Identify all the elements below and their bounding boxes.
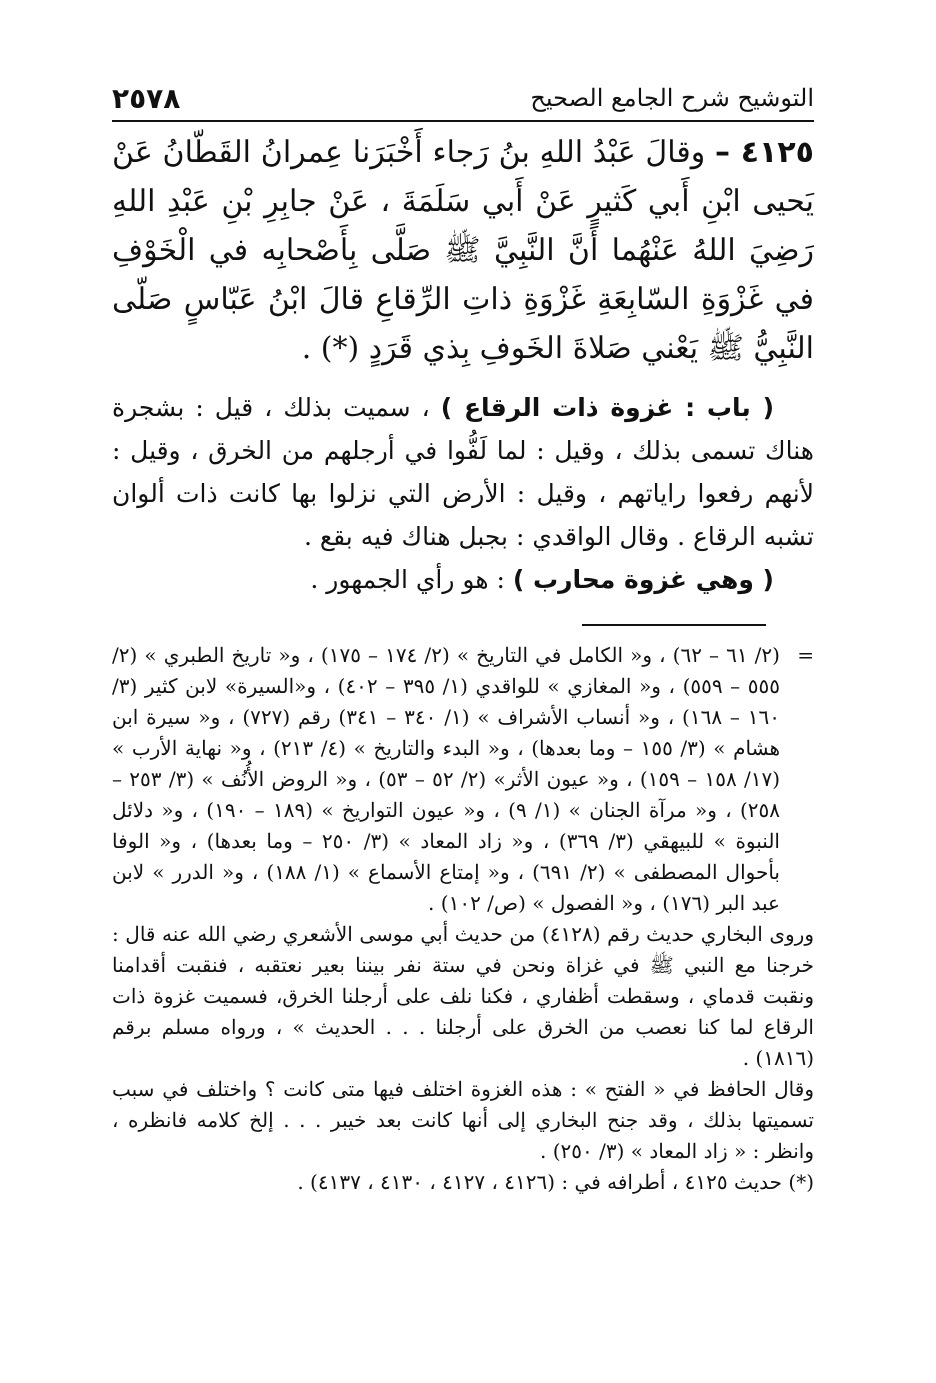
- continuation-mark: =: [797, 643, 814, 667]
- commentary-text: ، سميت بذلك ، قيل : بشجرة هناك تسمى بذلك ، وقيل : لما لَفُّوا في أرجلهم من الخرق ، وقيل : لأنهم رفعوا راياتهم ، وقيل : الأرض التي نزلوا بها كانت ذات ألوان تشبه الرقاع . وقال الواقدي : بجبل هناك فيه بقع .: [112, 393, 814, 551]
- hadith-number: ٤١٢٥ –: [715, 135, 814, 170]
- chapter-heading: ( باب : غزوة ذات الرقاع ): [440, 393, 774, 422]
- footnotes-block: [112, 640, 814, 1198]
- page-number: ٢٥٧٨: [112, 82, 181, 115]
- running-title: التوشيح شرح الجامع الصحيح: [530, 84, 814, 112]
- hadith-text: وقالَ عَبْدُ اللهِ بنُ رَجاء أَخْبَرَنا عِمرانُ القَطّانُ عَنْ يَحيى ابْنِ أَبي كَثيرٍ عَنْ أَبي سَلَمَةَ ، عَنْ جابِرِ بْنِ عَبْدِ اللهِ رَضِيَ اللهُ عَنْهُما أَنَّ النَّبِيَّ ﷺ صَلَّى بِأَصْحابِه في الْخَوْفِ في غَزْوَةِ السّابِعَةِ غَزْوَةِ ذاتِ الرِّقاعِ قالَ ابْنُ عَبّاسٍ صَلّى النَّبِيُّ ﷺ يَعْني صَلاةَ الخَوفِ بِذي قَرَدٍ (*) .: [112, 135, 814, 366]
- commentary-paragraph: [112, 558, 814, 601]
- hadith-block: [112, 128, 814, 373]
- page-header: [112, 82, 814, 122]
- commentary-block: [112, 386, 814, 601]
- footnote-continuation: [112, 640, 814, 919]
- footnote-paragraph: وقال الحافظ في « الفتح » : هذه الغزوة اختلف فيها متى كانت ؟ واختلف في سبب تسميتها بذلك ، وقد جنح البخاري إلى أنها كانت بعد خيبر . . . إلخ كلامه فانظره ، وانظر : « زاد المعاد » (٣/ ٢٥٠) .: [112, 1077, 814, 1163]
- commentary-heading: ( وهي غزوة محارب ): [512, 565, 774, 594]
- footnote-divider: [582, 624, 766, 626]
- footnote-paragraph: وروى البخاري حديث رقم (٤١٢٨) من حديث أبي موسى الأشعري رضي الله عنه قال : خرجنا مع النبي ﷺ في غزاة ونحن في ستة نفر بيننا بعير نعتقبه ، فنقبت أقدامنا ونقبت قدماي ، وسقطت أظفاري ، فكنا نلف على أرجلنا الخرق، فسميت غزوة ذات الرقاع لما كنا نعصب من الخرق على أرجلنا . . . الحديث » ، ورواه مسلم برقم (١٨١٦) .: [112, 922, 815, 1070]
- commentary-paragraph: [112, 386, 814, 558]
- footnote-references: (*) حديث ٤١٢٥ ، أطرافه في : (٤١٢٦ ، ٤١٢٧ ، ٤١٣٠ ، ٤١٣٧) .: [297, 1170, 814, 1194]
- footnote-text: (٢/ ٦١ – ٦٢) ، و« الكامل في التاريخ » (٢/ ١٧٤ – ١٧٥) ، و« تاريخ الطبري » (٢/ ٥٥٥ – ٥٥٩) ، و« المغازي » للواقدي (١/ ٣٩٥ – ٤٠٢) ، و«السيرة» لابن كثير (٣/ ١٦٠ – ١٦٨) ، و« أنساب الأشراف » (١/ ٣٤٠ – ٣٤١) رقم (٧٢٧) ، و« سيرة ابن هشام » (٣/ ١٥٥ – وما بعدها) ، و« البدء والتاريخ » (٤/ ٢١٣) ، و« نهاية الأرب » (١٧/ ١٥٨ – ١٥٩) ، و« عيون الأثر» (٢/ ٥٢ – ٥٣) ، و« الروض الأُنُف » (٣/ ٢٥٣ – ٢٥٨) ، و« مرآة الجنان » (١/ ٩) ، و« عيون التواريخ » (١٨٩ – ١٩٠) ، و« دلائل النبوة » للبيهقي (٣/ ٣٦٩) ، و« زاد المعاد » (٣/ ٢٥٠ – وما بعدها) ، و« الوفا بأحوال المصطفى » (٢/ ٦٩١) ، و« إمتاع الأسماع » (١/ ١٨٨) ، و« الدرر » لابن عبد البر (١٧٦) ، و« الفصول » (ص/ ١٠٢) .: [112, 643, 781, 915]
- commentary-text: : هو رأي الجمهور .: [310, 565, 505, 594]
